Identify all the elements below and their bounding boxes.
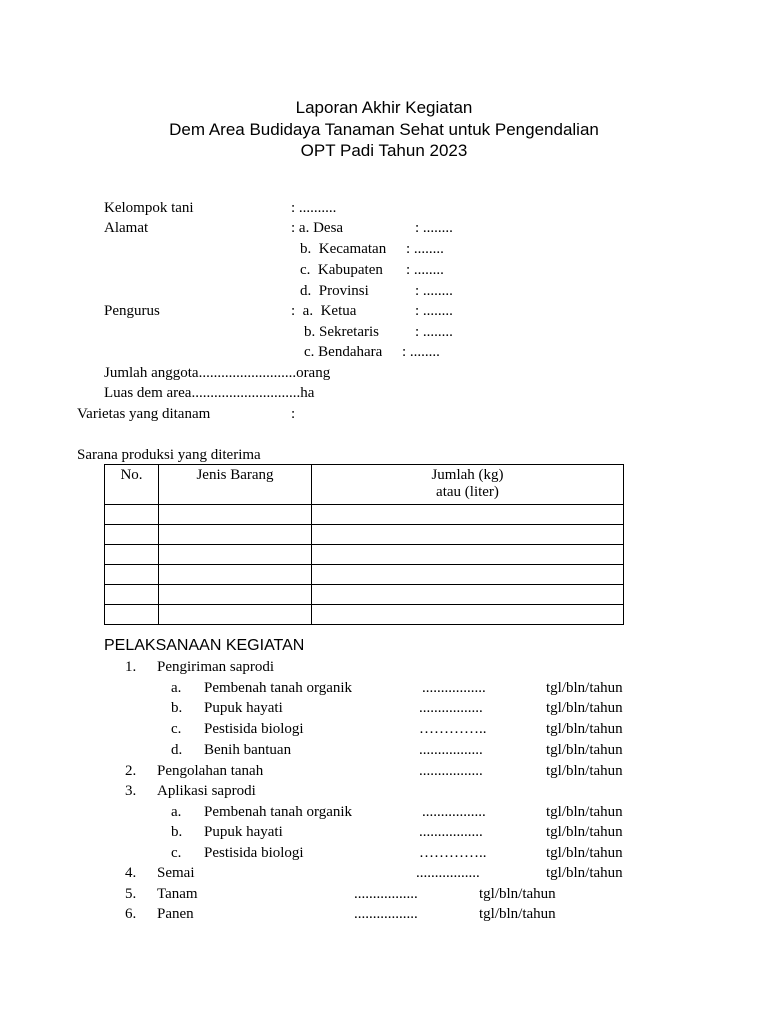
item-dots: .................: [354, 886, 418, 902]
subitem-letter: b.: [171, 700, 183, 716]
alamat-provinsi-value: : ........: [415, 283, 453, 299]
table-cell[interactable]: [105, 545, 159, 565]
table-cell[interactable]: [312, 565, 624, 585]
alamat-label: Alamat: [104, 220, 149, 236]
subitem-label: Pembenah tanah organik: [204, 680, 353, 696]
table-row: [105, 505, 624, 525]
item-number: 6.: [125, 906, 137, 922]
table-cell[interactable]: [312, 505, 624, 525]
pengurus-label: Pengurus: [104, 303, 160, 319]
table-cell[interactable]: [159, 545, 312, 565]
table-cell[interactable]: [105, 525, 159, 545]
col-jumlah-line2: atau (liter): [436, 484, 499, 500]
subitem-letter: c.: [171, 845, 182, 861]
subitem-date: tgl/bln/tahun: [546, 700, 623, 716]
pengurus-ketua-label: : a. Ketua: [291, 303, 357, 319]
subitem-label: Pupuk hayati: [204, 700, 283, 716]
table-cell[interactable]: [159, 585, 312, 605]
subitem-letter: a.: [171, 680, 182, 696]
item-label: Semai: [157, 865, 195, 881]
subitem-label: Benih bantuan: [204, 742, 292, 758]
kelompok-tani-value: : ..........: [291, 200, 337, 216]
report-subtitle: Dem Area Budidaya Tanaman Sehat untuk Pengendalian: [169, 120, 599, 139]
subitem-label: Pestisida biologi: [204, 845, 304, 861]
col-jumlah-header: [312, 465, 624, 505]
item-label: Panen: [157, 906, 194, 922]
table-row: [105, 525, 624, 545]
subitem-letter: d.: [171, 742, 183, 758]
sarana-table-header: [105, 465, 624, 505]
alamat-desa-label: : a. Desa: [291, 220, 344, 236]
subitem-date: tgl/bln/tahun: [546, 845, 623, 861]
alamat-desa-value: : ........: [415, 220, 453, 236]
item-number: 5.: [125, 886, 137, 902]
subitem-date: tgl/bln/tahun: [546, 721, 623, 737]
table-cell[interactable]: [105, 505, 159, 525]
subitem-dots: .................: [419, 742, 483, 758]
table-cell[interactable]: [159, 605, 312, 625]
item-number: 4.: [125, 865, 137, 881]
item-label: Aplikasi saprodi: [157, 783, 256, 799]
alamat-provinsi-label: d. Provinsi: [300, 283, 369, 299]
table-row: [105, 585, 624, 605]
subitem-date: tgl/bln/tahun: [546, 680, 623, 696]
alamat-kabupaten-value: : ........: [406, 262, 444, 278]
item-label: Tanam: [157, 886, 198, 902]
col-jenis-header: Jenis Barang: [159, 465, 312, 505]
pengurus-bendahara-label: c. Bendahara: [304, 344, 383, 360]
sarana-heading: Sarana produksi yang diterima: [77, 447, 261, 463]
subitem-label: Pupuk hayati: [204, 824, 283, 840]
table-cell[interactable]: [159, 505, 312, 525]
item-date: tgl/bln/tahun: [479, 906, 556, 922]
item-number: 1.: [125, 659, 137, 675]
subitem-date: tgl/bln/tahun: [546, 804, 623, 820]
pengurus-ketua-value: : ........: [415, 303, 453, 319]
table-cell[interactable]: [159, 565, 312, 585]
subitem-label: Pembenah tanah organik: [204, 804, 353, 820]
item-date: tgl/bln/tahun: [546, 865, 623, 881]
col-jumlah-line1: Jumlah (kg): [431, 467, 504, 483]
subitem-dots: .................: [422, 804, 486, 820]
subitem-date: tgl/bln/tahun: [546, 824, 623, 840]
subitem-letter: b.: [171, 824, 183, 840]
alamat-kabupaten-label: c. Kabupaten: [300, 262, 383, 278]
item-dots: .................: [416, 865, 480, 881]
col-no-header: No.: [105, 465, 159, 505]
table-row: [105, 545, 624, 565]
subitem-label: Pestisida biologi: [204, 721, 304, 737]
item-label: Pengiriman saprodi: [157, 659, 275, 675]
table-cell[interactable]: [105, 585, 159, 605]
table-cell[interactable]: [312, 585, 624, 605]
luas-dem-area: Luas dem area.............................ha: [104, 385, 315, 401]
table-cell[interactable]: [159, 525, 312, 545]
varietas-label: Varietas yang ditanam: [77, 406, 211, 422]
item-number: 2.: [125, 763, 137, 779]
jumlah-anggota: Jumlah anggota..........................orang: [104, 365, 331, 381]
table-cell[interactable]: [312, 545, 624, 565]
table-row: [105, 605, 624, 625]
table-cell[interactable]: [105, 565, 159, 585]
item-dots: .................: [419, 763, 483, 779]
subitem-letter: a.: [171, 804, 182, 820]
report-title: Laporan Akhir Kegiatan: [295, 98, 473, 117]
subitem-dots: …………..: [419, 845, 487, 861]
subitem-dots: .................: [419, 824, 483, 840]
subitem-dots: …………..: [419, 721, 487, 737]
sarana-table: [104, 464, 624, 625]
subitem-date: tgl/bln/tahun: [546, 742, 623, 758]
table-cell[interactable]: [105, 605, 159, 625]
table-cell[interactable]: [312, 525, 624, 545]
pengurus-sekretaris-label: b. Sekretaris: [304, 324, 379, 340]
pengurus-bendahara-value: : ........: [402, 344, 440, 360]
pelaksanaan-heading: PELAKSANAAN KEGIATAN: [104, 637, 305, 654]
item-number: 3.: [125, 783, 137, 799]
alamat-kecamatan-value: : ........: [406, 241, 444, 257]
subitem-letter: c.: [171, 721, 182, 737]
report-year-line: OPT Padi Tahun 2023: [300, 141, 468, 160]
item-date: tgl/bln/tahun: [479, 886, 556, 902]
table-cell[interactable]: [312, 605, 624, 625]
table-row: [105, 565, 624, 585]
item-date: tgl/bln/tahun: [546, 763, 623, 779]
varietas-value: :: [291, 406, 296, 422]
kelompok-tani-label: Kelompok tani: [104, 200, 194, 216]
item-dots: .................: [354, 906, 418, 922]
pengurus-sekretaris-value: : ........: [415, 324, 453, 340]
item-label: Pengolahan tanah: [157, 763, 264, 779]
alamat-kecamatan-label: b. Kecamatan: [300, 241, 387, 257]
subitem-dots: .................: [422, 680, 486, 696]
subitem-dots: .................: [419, 700, 483, 716]
